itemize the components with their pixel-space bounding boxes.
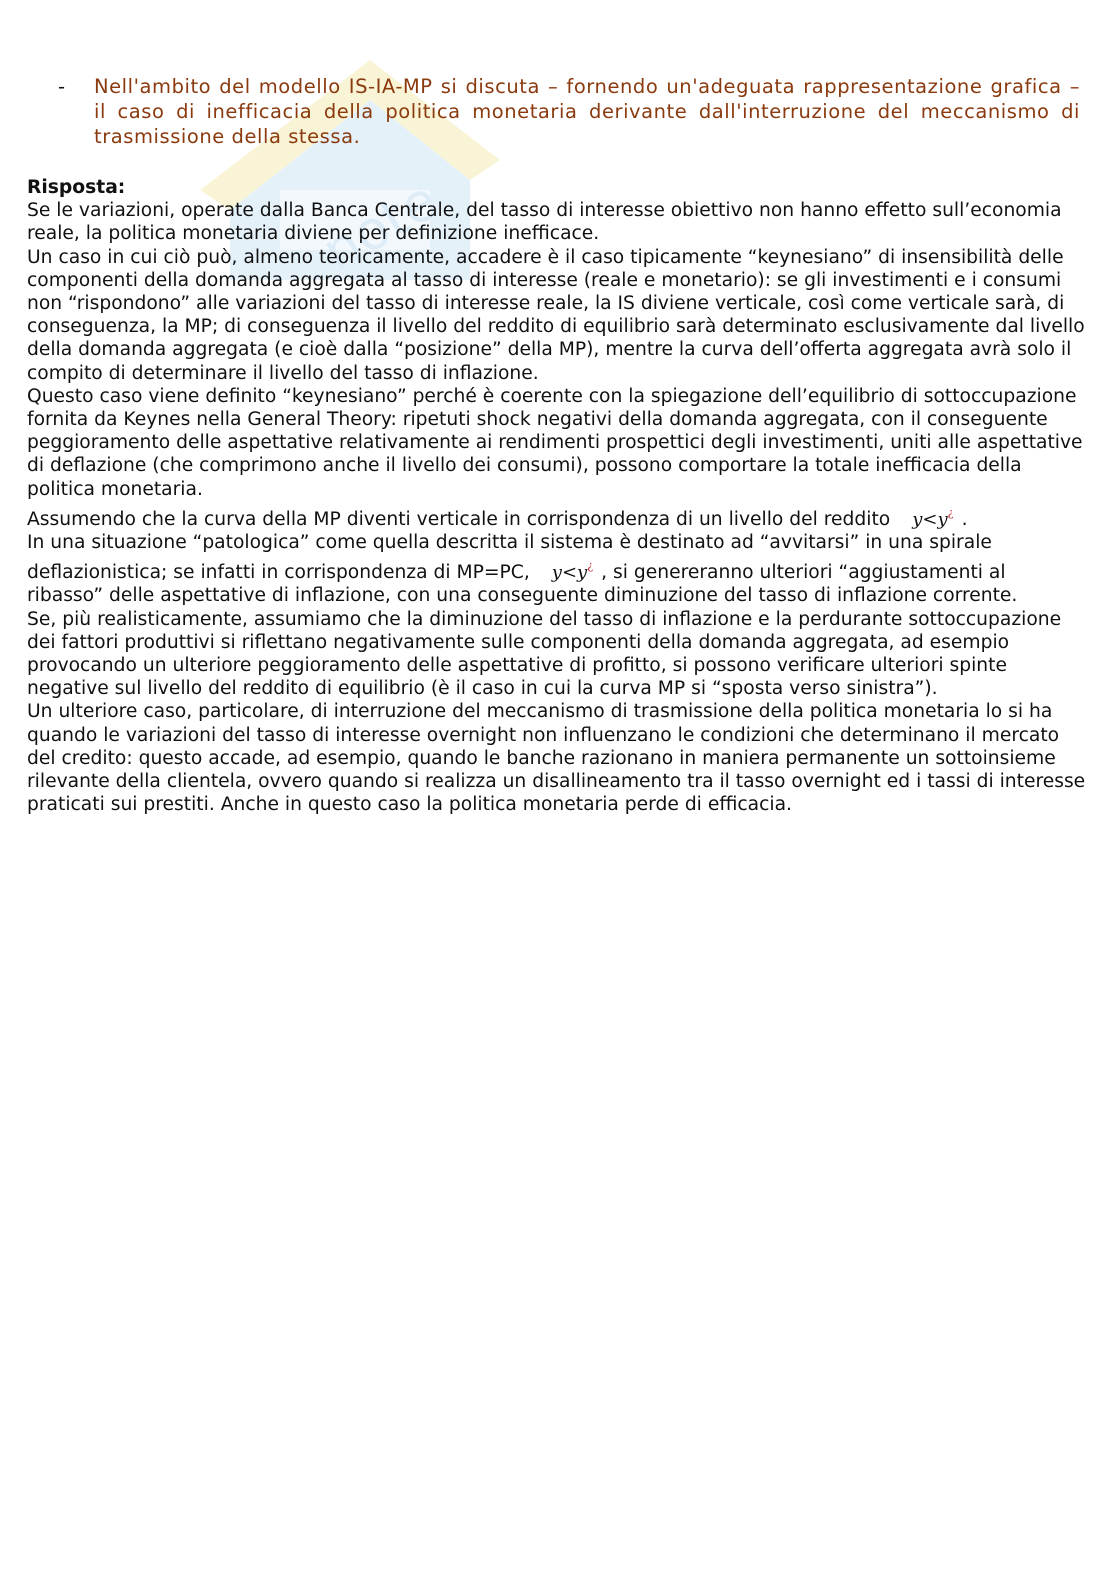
paragraph-5-text-end: , si genereranno ulteriori “aggiustamenti al ribasso” delle aspettative di inflazione, con una conseguente diminuzione del tasso di inflazione corrente. <box>27 562 1018 607</box>
answer-section <box>27 176 1087 816</box>
formula-superscript: ¿ <box>947 505 954 519</box>
answer-paragraph-1: Se le variazioni, operate dalla Banca Centrale, del tasso di interesse obiettivo non hanno effetto sull’economia reale, la politica monetaria diviene per definizione inefficace. <box>27 200 1062 245</box>
answer-paragraph-7: Un ulteriore caso, particolare, di interruzione del meccanismo di trasmissione della politica monetaria lo si ha quando le variazioni del tasso di interesse overnight non influenzano le condizioni che determinano il mercato del credito: questo accade, ad esempio, quando le banche razionano in maniera permanente un sottoinsieme rilevante della clientela, ovvero quando si realizza un disallineamento tra il tasso overnight ed i tassi di interesse praticati sui prestiti. Anche in questo caso la politica monetaria perde di efficacia. <box>27 701 1086 816</box>
watermark-text: note <box>311 168 449 284</box>
formula-base: y<y <box>912 508 948 530</box>
paragraph-4-text: Assumendo che la curva della MP diventi verticale in corrispondenza di un livello del reddito <box>27 508 891 530</box>
formula-base: y<y <box>551 562 588 584</box>
formula-superscript: ¿ <box>587 559 594 573</box>
answer-paragraph-3: Questo caso viene definito “keynesiano” perché è coerente con la spiegazione dell’equilibrio di sottoccupazione fornita da Keynes nella General Theory: ripetuti shock negativi della domanda aggregata, con il conseguente peggioramento delle aspettative relativamente ai rendimenti prospettici degli investimenti, uniti alle aspettative di deflazione (che comprimono anche il livello dei consumi), possono comportare la totale inefficacia della politica monetaria. <box>27 385 1083 500</box>
answer-paragraph-4 <box>27 501 1087 531</box>
paragraph-5-text-start: In una situazione “patologica” come quella descritta il sistema è destinato ad “avvitarsi” in una spirale deflazionistica; se infatti in corrispondenza di MP=PC, <box>27 532 992 584</box>
paragraph-4-end: . <box>961 508 968 530</box>
list-bullet: - <box>58 75 66 98</box>
question-item <box>58 74 1080 149</box>
question-text: Nell'ambito del modello IS-IA-MP si discuta – fornendo un'adeguata rappresentazione grafica – il caso di inefficacia della politica monetaria derivante dall'interruzione del meccanismo di trasmissione della stessa. <box>94 75 1080 148</box>
formula-y-less-than-y <box>552 554 593 584</box>
formula-y-less-than-y <box>912 501 953 531</box>
answer-paragraph-2: Un caso in cui ciò può, almeno teoricamente, accadere è il caso tipicamente “keynesiano” di insensibilità delle componenti della domanda aggregata al tasso di interesse (reale e monetario): se gli investimenti e i consumi non “rispondono” alle variazioni del tasso di interesse reale, la IS diviene verticale, così come verticale sarà, di conseguenza, la MP; di conseguenza il livello del reddito di equilibrio sarà determinato esclusivamente dal livello della domanda aggregata (e cioè dalla “posizione” della MP), mentre la curva dell’offerta aggregata avrà solo il compito di determinare il livello del tasso di inflazione. <box>27 246 1085 384</box>
answer-heading: Risposta: <box>27 177 126 198</box>
answer-paragraph-6: Se, più realisticamente, assumiamo che la diminuzione del tasso di inflazione e la perdurante sottoccupazione dei fattori produttivi si riflettano negativamente sulle componenti della domanda aggregata, ad esempio provocando un ulteriore peggioramento delle aspettative di profitto, si possono verificare ulteriori spinte negative sul livello del reddito di equilibrio (è il caso in cui la curva MP si “sposta verso sinistra”). <box>27 608 1062 700</box>
answer-paragraph-5 <box>27 531 1087 608</box>
